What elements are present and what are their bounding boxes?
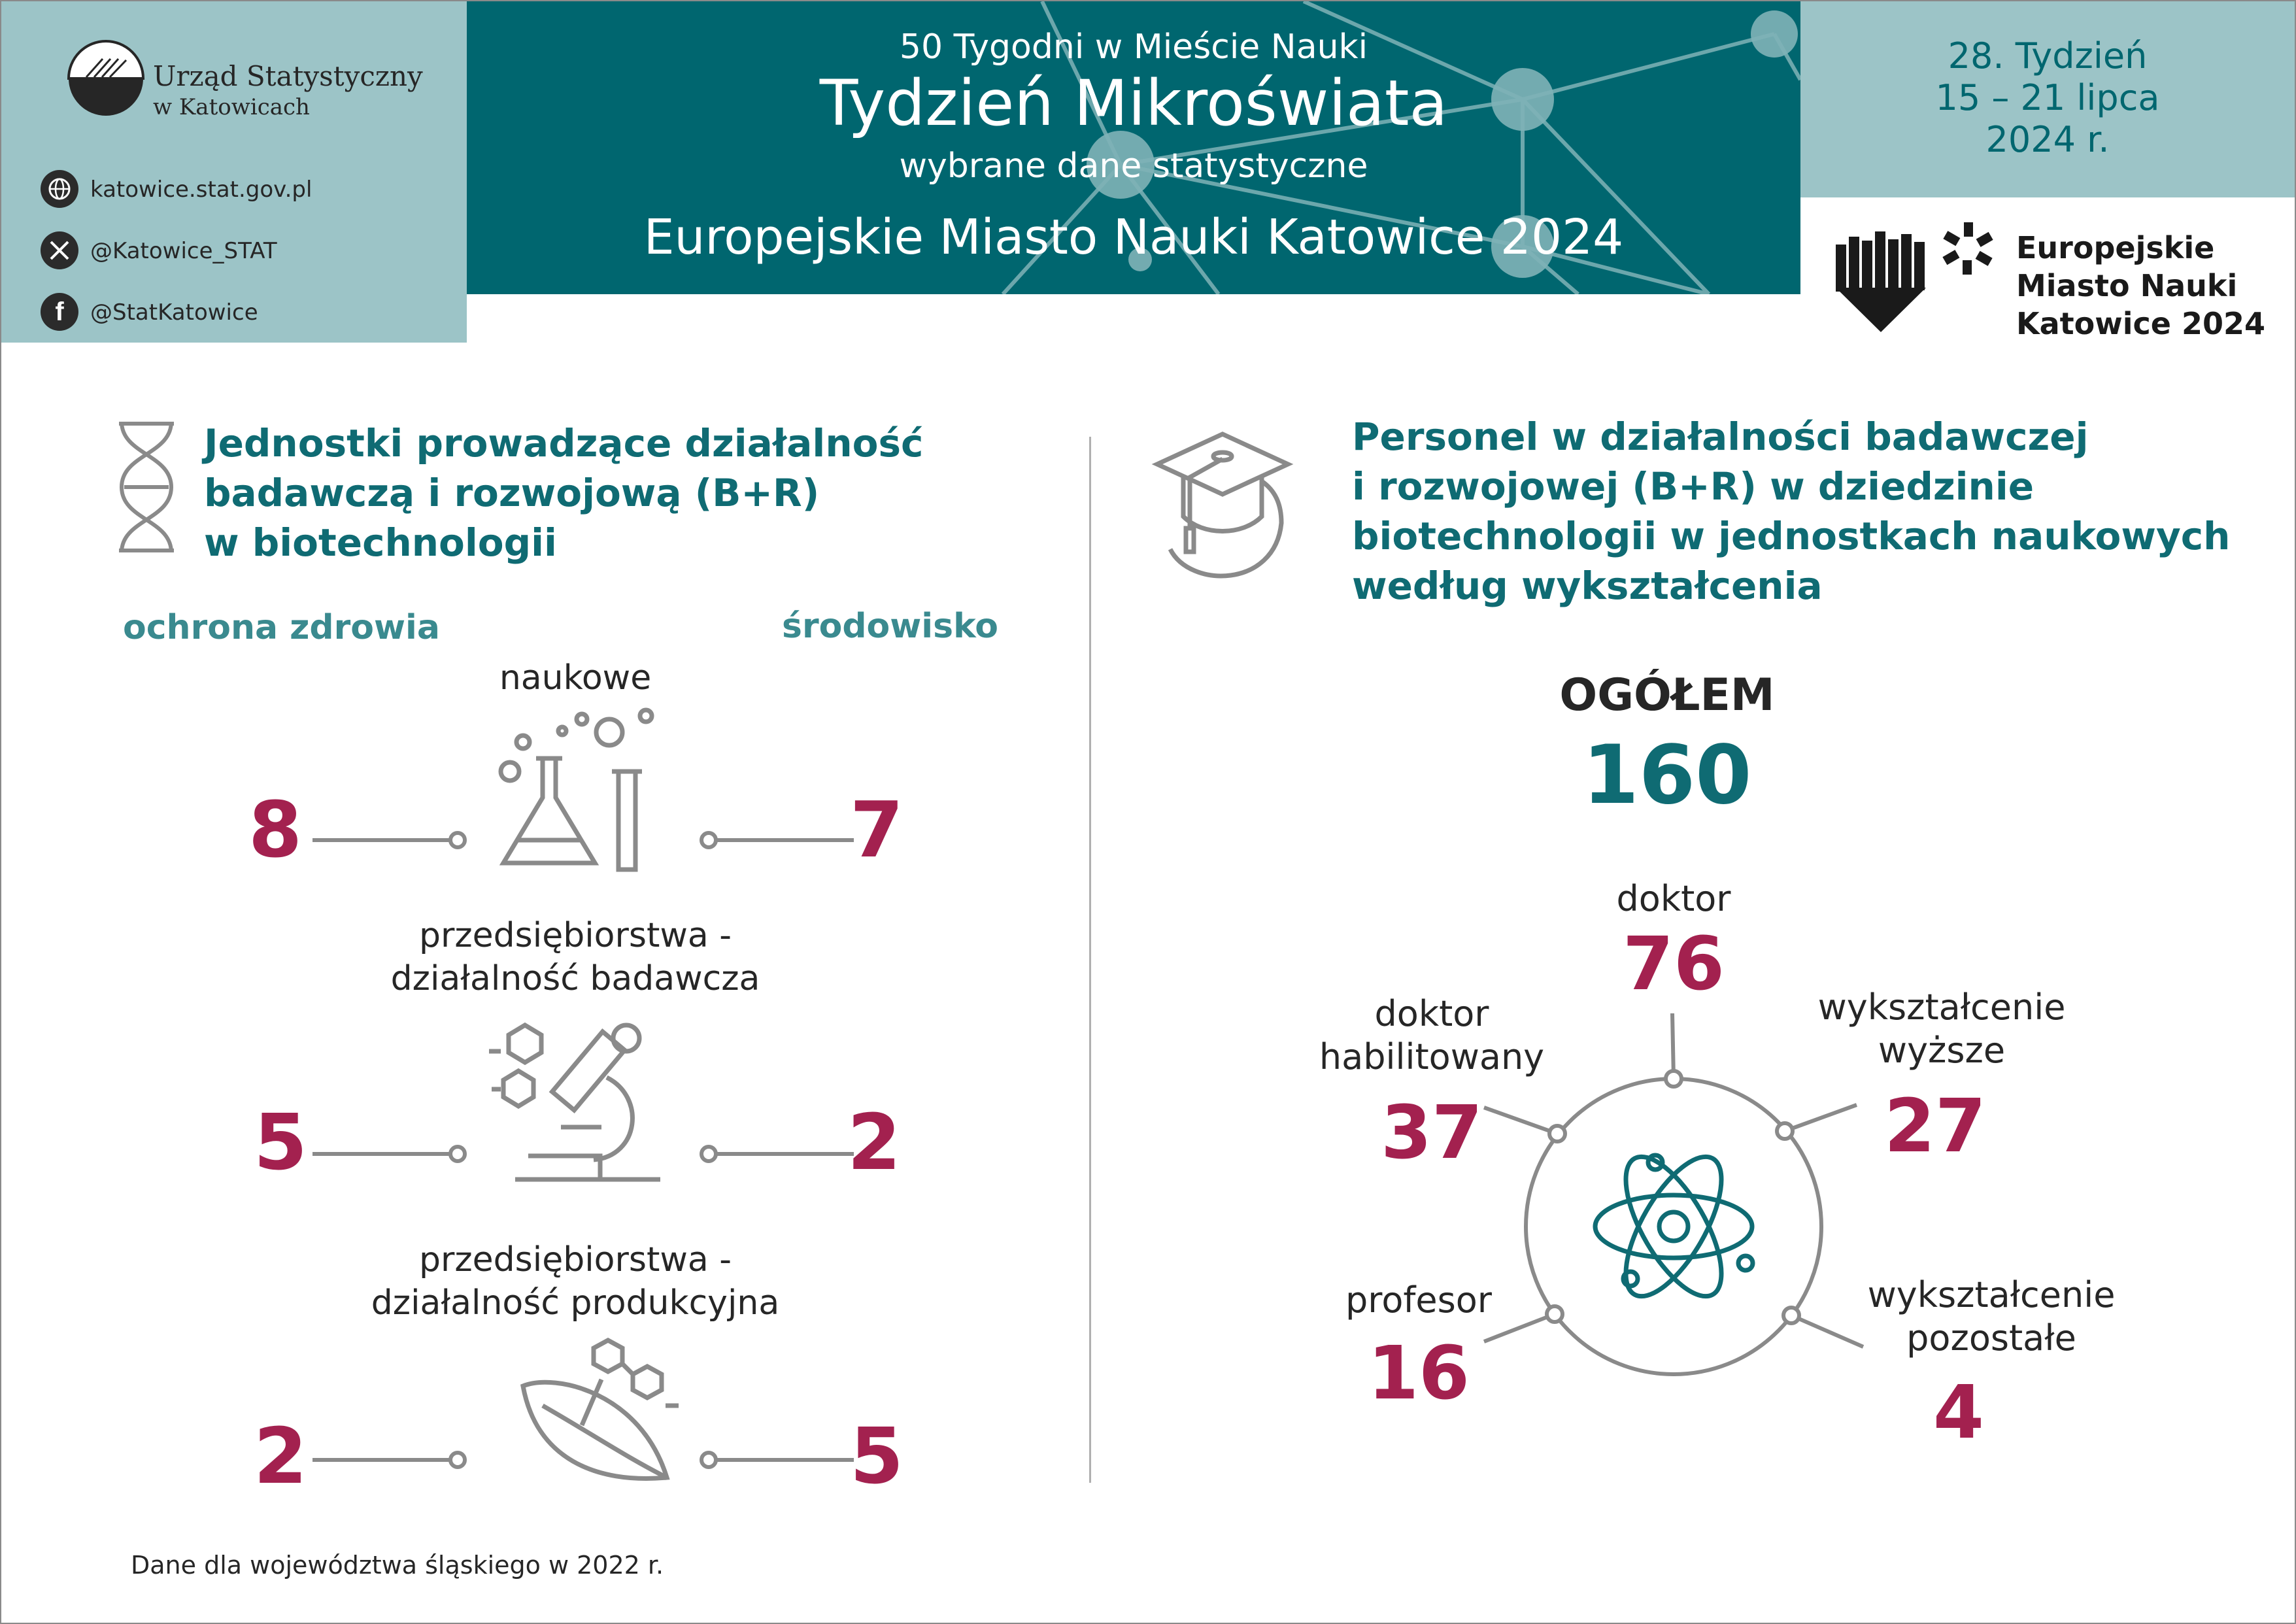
label-habilitated-line2: habilitowany bbox=[1319, 1036, 1545, 1077]
x-icon bbox=[41, 231, 78, 269]
right-title-line4: według wykształcenia bbox=[1352, 564, 1823, 608]
left-title-line3: w biotechnologii bbox=[204, 520, 557, 565]
page-title: Tydzień Mikroświata bbox=[819, 67, 1448, 140]
page-subtitle: wybrane dane statystyczne bbox=[899, 146, 1368, 186]
facebook-icon: f bbox=[41, 293, 78, 331]
value-scientific-environment: 7 bbox=[850, 785, 904, 875]
graduation-cap-icon bbox=[1151, 425, 1294, 595]
logo-text-line3: Katowice 2024 bbox=[2016, 306, 2266, 341]
value-other-education: 4 bbox=[1933, 1370, 1984, 1455]
value-research-health: 5 bbox=[254, 1097, 308, 1187]
value-habilitated-doctor: 37 bbox=[1381, 1091, 1483, 1176]
week-number: 28. Tydzień bbox=[1948, 35, 2148, 76]
value-production-environment: 5 bbox=[850, 1411, 904, 1501]
atom-icon bbox=[1595, 1143, 1753, 1310]
right-title-line1: Personel w działalności badawczej bbox=[1352, 414, 2089, 459]
label-professor: profesor bbox=[1345, 1279, 1492, 1321]
row-label-research-line2: działalność badawcza bbox=[390, 959, 760, 998]
leaf-molecule-icon bbox=[516, 1334, 686, 1491]
total-value: 160 bbox=[1582, 728, 1752, 822]
header-banner bbox=[467, 1, 1800, 294]
label-habilitated-line1: doktor bbox=[1374, 993, 1489, 1034]
connector-line bbox=[312, 1450, 476, 1470]
column-label-environment: środowisko bbox=[782, 607, 998, 646]
lab-flask-icon bbox=[490, 700, 660, 876]
logo-text-line2: Miasto Nauki bbox=[2016, 268, 2238, 303]
total-label: OGÓŁEM bbox=[1559, 669, 1775, 721]
header-left-panel bbox=[1, 1, 467, 343]
row-label-production-enterprises bbox=[366, 1238, 785, 1325]
value-doctor: 76 bbox=[1623, 922, 1725, 1007]
left-title-line1: Jednostki prowadzące działalność bbox=[204, 421, 924, 465]
value-production-health: 2 bbox=[254, 1411, 308, 1501]
value-research-environment: 2 bbox=[847, 1097, 902, 1187]
series-title: 50 Tygodni w Mieście Nauki bbox=[899, 27, 1368, 67]
row-label-research-enterprises bbox=[379, 914, 771, 1000]
right-section-title bbox=[1352, 412, 2230, 611]
section-divider bbox=[1089, 437, 1091, 1483]
label-doctor: doktor bbox=[1616, 878, 1731, 919]
event-title: Europejskie Miasto Nauki Katowice 2024 bbox=[643, 209, 1624, 265]
connector-line bbox=[690, 1144, 854, 1164]
logo-text bbox=[2016, 229, 2265, 343]
connector-line bbox=[690, 1450, 854, 1470]
logo-text-line1: Europejskie bbox=[2016, 230, 2215, 265]
label-other-line2: pozostałe bbox=[1906, 1317, 2076, 1359]
connector-line bbox=[312, 1144, 476, 1164]
website-link[interactable]: katowice.stat.gov.pl bbox=[90, 177, 312, 203]
row-label-production-line1: przedsiębiorstwa - bbox=[418, 1240, 732, 1279]
week-year: 2024 r. bbox=[1985, 119, 2110, 160]
org-logo-icon bbox=[67, 39, 145, 118]
globe-icon bbox=[41, 170, 78, 208]
label-higher-line2: wyższe bbox=[1878, 1030, 2006, 1071]
facebook-link[interactable]: @StatKatowice bbox=[90, 299, 258, 326]
column-label-health: ochrona zdrowia bbox=[123, 608, 440, 647]
footnote: Dane dla województwa śląskiego w 2022 r. bbox=[131, 1551, 664, 1580]
microscope-icon bbox=[489, 1012, 672, 1189]
org-name-line2: w Katowicach bbox=[153, 94, 310, 120]
row-label-production-line2: działalność produkcyjna bbox=[371, 1283, 780, 1323]
week-dates: 15 – 21 lipca bbox=[1935, 77, 2160, 118]
label-habilitated-doctor bbox=[1281, 992, 1582, 1079]
row-label-research-line1: przedsiębiorstwa - bbox=[418, 916, 732, 955]
label-other-line1: wykształcenie bbox=[1867, 1274, 2116, 1315]
label-higher-education bbox=[1791, 986, 2092, 1072]
org-name-line1: Urząd Statystyczny bbox=[153, 60, 423, 92]
week-panel bbox=[1800, 1, 2295, 197]
row-label-scientific: naukowe bbox=[499, 658, 652, 698]
label-higher-line1: wykształcenie bbox=[1817, 987, 2066, 1028]
city-of-science-logo-icon bbox=[1831, 222, 2007, 340]
value-scientific-health: 8 bbox=[248, 785, 303, 875]
connector-line bbox=[690, 830, 854, 850]
value-professor: 16 bbox=[1368, 1331, 1470, 1416]
left-section-title bbox=[204, 418, 923, 567]
x-link[interactable]: @Katowice_STAT bbox=[90, 238, 277, 264]
value-higher-education: 27 bbox=[1884, 1084, 1986, 1169]
right-title-line2: i rozwojowej (B+R) w dziedzinie bbox=[1352, 464, 2034, 509]
connector-line bbox=[312, 830, 476, 850]
left-title-line2: badawczą i rozwojową (B+R) bbox=[204, 471, 820, 515]
dna-icon bbox=[115, 418, 178, 556]
right-title-line3: biotechnologii w jednostkach naukowych bbox=[1352, 514, 2231, 558]
label-other-education bbox=[1841, 1274, 2142, 1360]
